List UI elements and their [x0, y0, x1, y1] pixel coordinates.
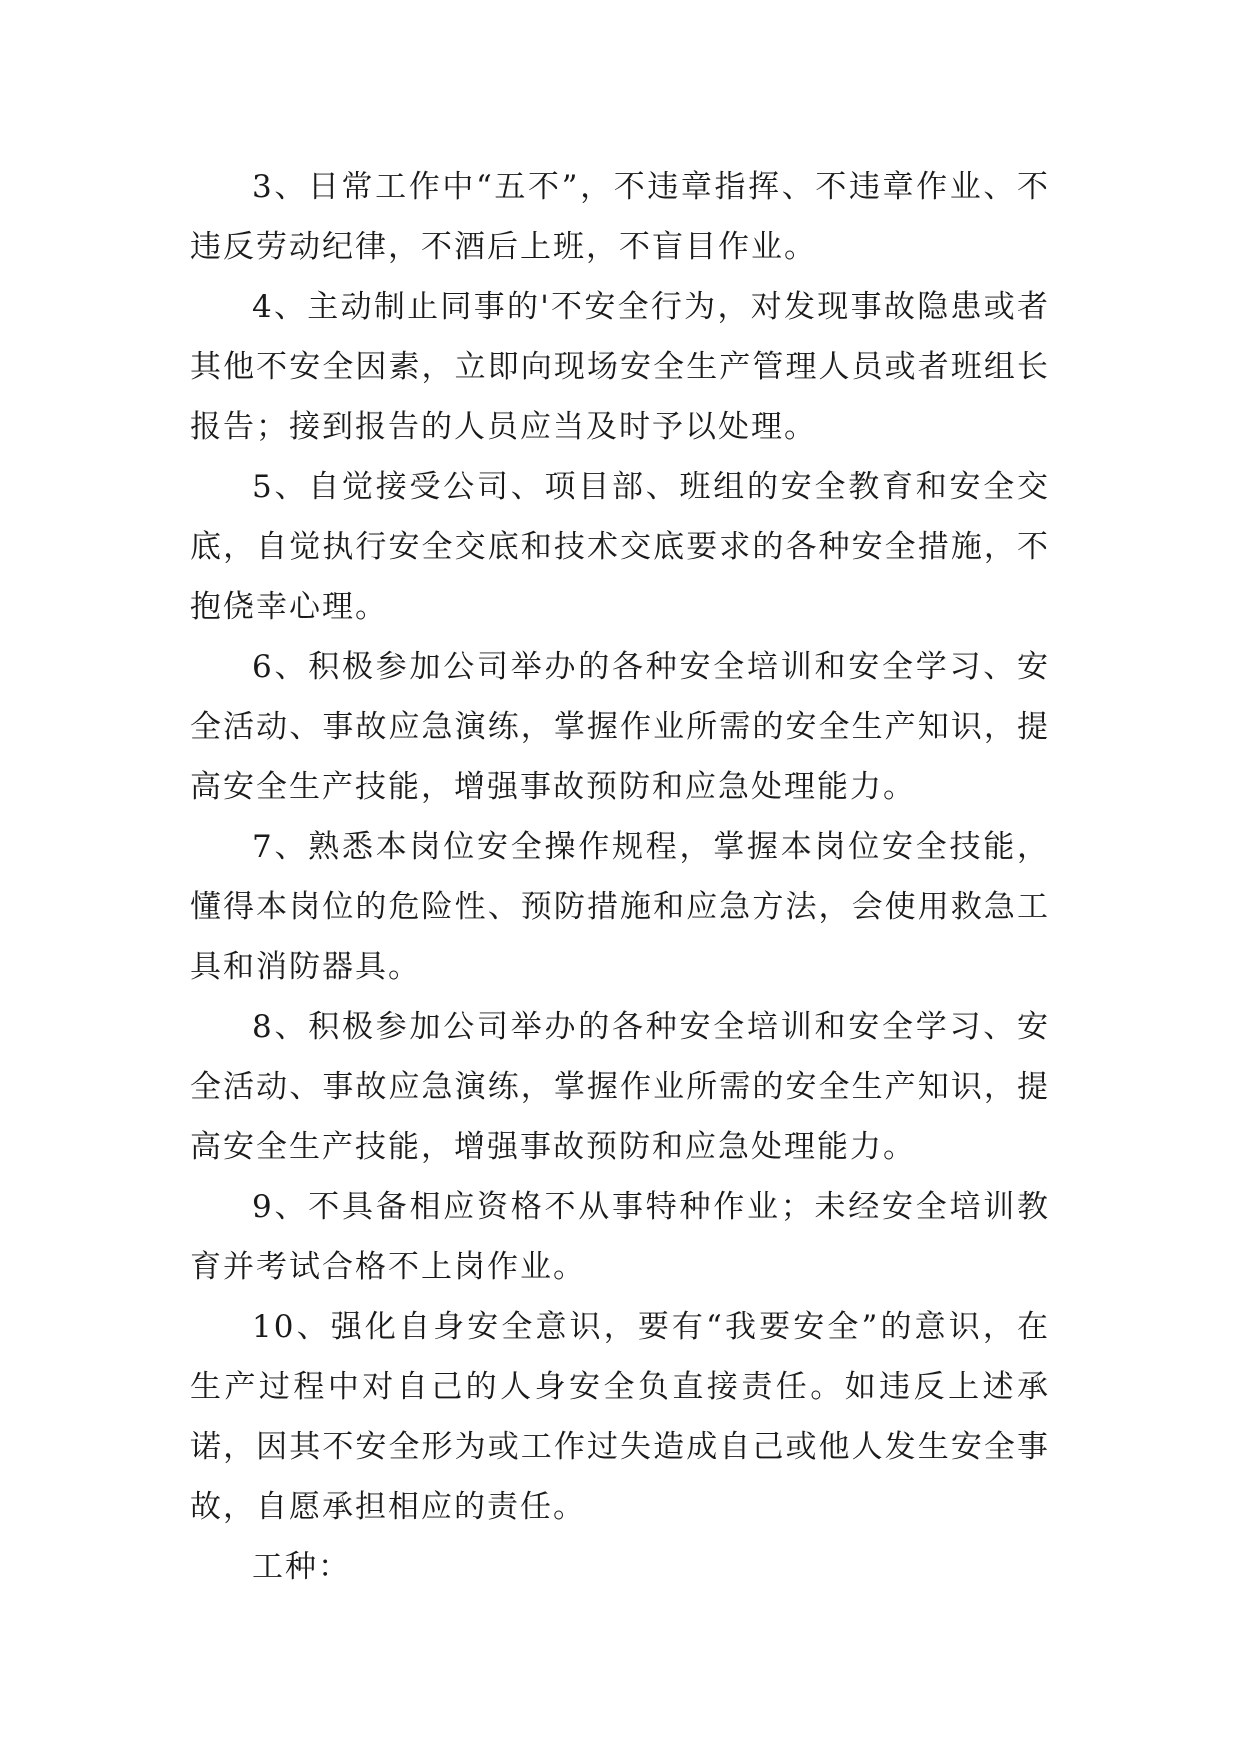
- paragraph-item-8: 8、积极参加公司举办的各种安全培训和安全学习、安全活动、事故应急演练，掌握作业所需的安全生产知识，提高安全生产技能，增强事故预防和应急处理能力。: [190, 1009, 1050, 1165]
- document-body: [190, 157, 1050, 1597]
- paragraph-item-7: 7、熟悉本岗位安全操作规程，掌握本岗位安全技能，懂得本岗位的危险性、预防措施和应急方法，会使用救急工具和消防器具。: [190, 829, 1050, 985]
- paragraph-item-6: 6、积极参加公司举办的各种安全培训和安全学习、安全活动、事故应急演练，掌握作业所需的安全生产知识，提高安全生产技能，增强事故预防和应急处理能力。: [190, 649, 1050, 805]
- paragraph-item-5: 5、自觉接受公司、项目部、班组的安全教育和安全交底，自觉执行安全交底和技术交底要求的各种安全措施，不抱侥幸心理。: [190, 469, 1050, 625]
- paragraph-item-9: 9、不具备相应资格不从事特种作业；未经安全培训教育并考试合格不上岗作业。: [190, 1189, 1050, 1285]
- job-type-label: 工种：: [252, 1549, 351, 1585]
- paragraph-item-3: 3、日常工作中“五不”，不违章指挥、不违章作业、不违反劳动纪律，不酒后上班，不盲目作业。: [190, 169, 1050, 265]
- paragraph-item-10: 10、强化自身安全意识，要有“我要安全”的意识，在生产过程中对自己的人身安全负直接责任。如违反上述承诺，因其不安全形为或工作过失造成自己或他人发生安全事故，自愿承担相应的责任。: [190, 1309, 1050, 1525]
- paragraph-item-4: 4、主动制止同事的'不安全行为，对发现事故隐患或者其他不安全因素，立即向现场安全生产管理人员或者班组长报告；接到报告的人员应当及时予以处理。: [190, 289, 1050, 445]
